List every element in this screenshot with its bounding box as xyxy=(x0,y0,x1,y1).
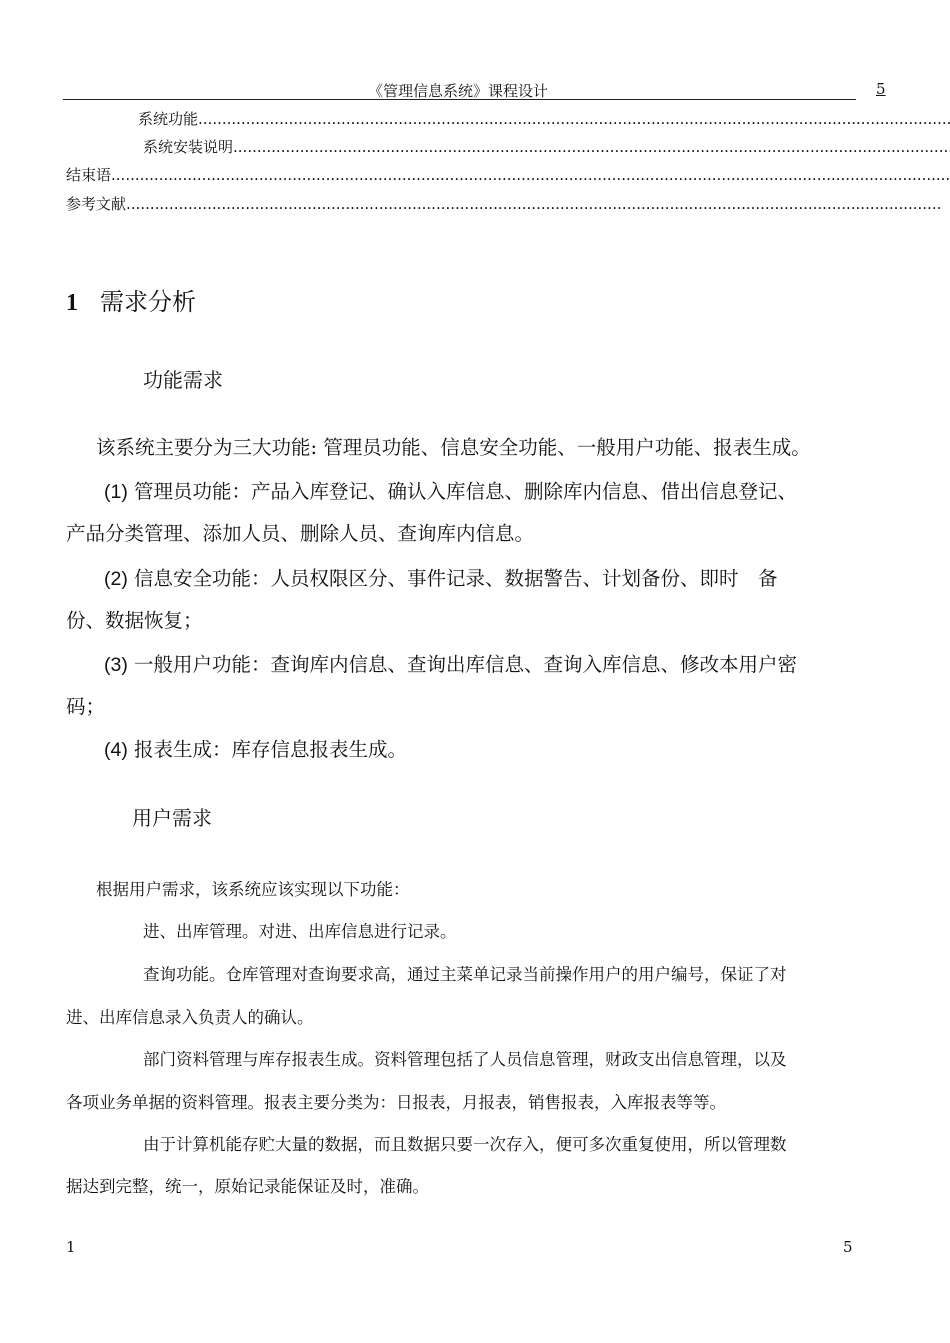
toc-leader-dots xyxy=(126,195,942,213)
toc-leader-dots xyxy=(233,138,950,156)
function-item-4-line1 xyxy=(104,734,407,762)
subsection-title-user-requirements: 用户需求 xyxy=(132,806,212,830)
user-req-p4-line1: 由于计算机能存贮大量的数据，而且数据只要一次存入，便可多次重复使用，所以管理数 xyxy=(143,1135,787,1154)
toc-entry-installation-guide[interactable] xyxy=(143,136,950,157)
running-header-page-number: 5 xyxy=(876,80,886,98)
toc-entry-references[interactable] xyxy=(66,193,942,214)
toc-leader-dots xyxy=(111,166,950,184)
section-number: 1 xyxy=(66,290,78,316)
function-item-2-line2: 份、数据恢复； xyxy=(66,609,203,632)
footer-right-number: 5 xyxy=(843,1238,853,1256)
toc-entry-system-functions[interactable] xyxy=(138,108,950,129)
user-req-p2-line2: 进、出库信息录入负责人的确认。 xyxy=(66,1008,314,1027)
user-req-p4-line2: 据达到完整，统一，原始记录能保证及时，准确。 xyxy=(66,1177,429,1196)
item-number: (1) xyxy=(104,481,128,503)
item-text: 信息安全功能：人员权限区分、事件记录、数据警告、计划备份、即时 备 xyxy=(134,567,778,590)
function-item-1-line1 xyxy=(104,476,797,504)
toc-entry-label: 结束语 xyxy=(66,166,112,184)
function-item-2-line1 xyxy=(104,563,778,591)
user-req-p3-line2: 各项业务单据的资料管理。报表主要分类为：日报表，月报表，销售报表，入库报表等等。 xyxy=(66,1093,726,1112)
item-text: 管理员功能：产品入库登记、确认入库信息、删除库内信息、借出信息登记、 xyxy=(134,480,798,503)
user-req-p1: 进、出库管理。对进、出库信息进行记录。 xyxy=(143,922,457,941)
running-header-title: 《管理信息系统》课程设计 xyxy=(368,82,549,100)
functional-intro-paragraph: 该系统主要分为三大功能: 管理员功能、信息安全功能、一般用户功能、报表生成。 xyxy=(96,436,811,459)
user-req-p2-line1: 查询功能。仓库管理对查询要求高，通过主菜单记录当前操作用户的用户编号，保证了对 xyxy=(143,965,787,984)
user-req-p3-line1: 部门资料管理与库存报表生成。资料管理包括了人员信息管理，财政支出信息管理，以及 xyxy=(143,1050,787,1069)
item-number: (2) xyxy=(104,568,128,590)
header-rule xyxy=(63,99,856,100)
user-req-intro: 根据用户需求，该系统应该实现以下功能： xyxy=(96,880,410,899)
function-item-1-line2: 产品分类管理、添加人员、删除人员、查询库内信息。 xyxy=(66,522,535,545)
function-item-3-line1 xyxy=(104,649,797,677)
toc-entry-conclusion[interactable] xyxy=(66,164,950,185)
footer-left-number: 1 xyxy=(66,1238,76,1256)
subsection-title-functional-requirements: 功能需求 xyxy=(143,368,223,392)
toc-entry-label: 参考文献 xyxy=(66,195,127,213)
toc-entry-label: 系统功能 xyxy=(138,110,199,128)
section-title: 需求分析 xyxy=(100,288,196,316)
item-text: 报表生成：库存信息报表生成。 xyxy=(134,738,408,761)
section-heading xyxy=(66,282,196,317)
toc-entry-label: 系统安装说明 xyxy=(143,138,234,156)
item-number: (4) xyxy=(104,739,128,761)
toc-leader-dots xyxy=(198,110,950,128)
item-number: (3) xyxy=(104,654,128,676)
item-text: 一般用户功能：查询库内信息、查询出库信息、查询入库信息、修改本用户密 xyxy=(134,653,798,676)
function-item-3-line2: 码； xyxy=(66,695,106,718)
